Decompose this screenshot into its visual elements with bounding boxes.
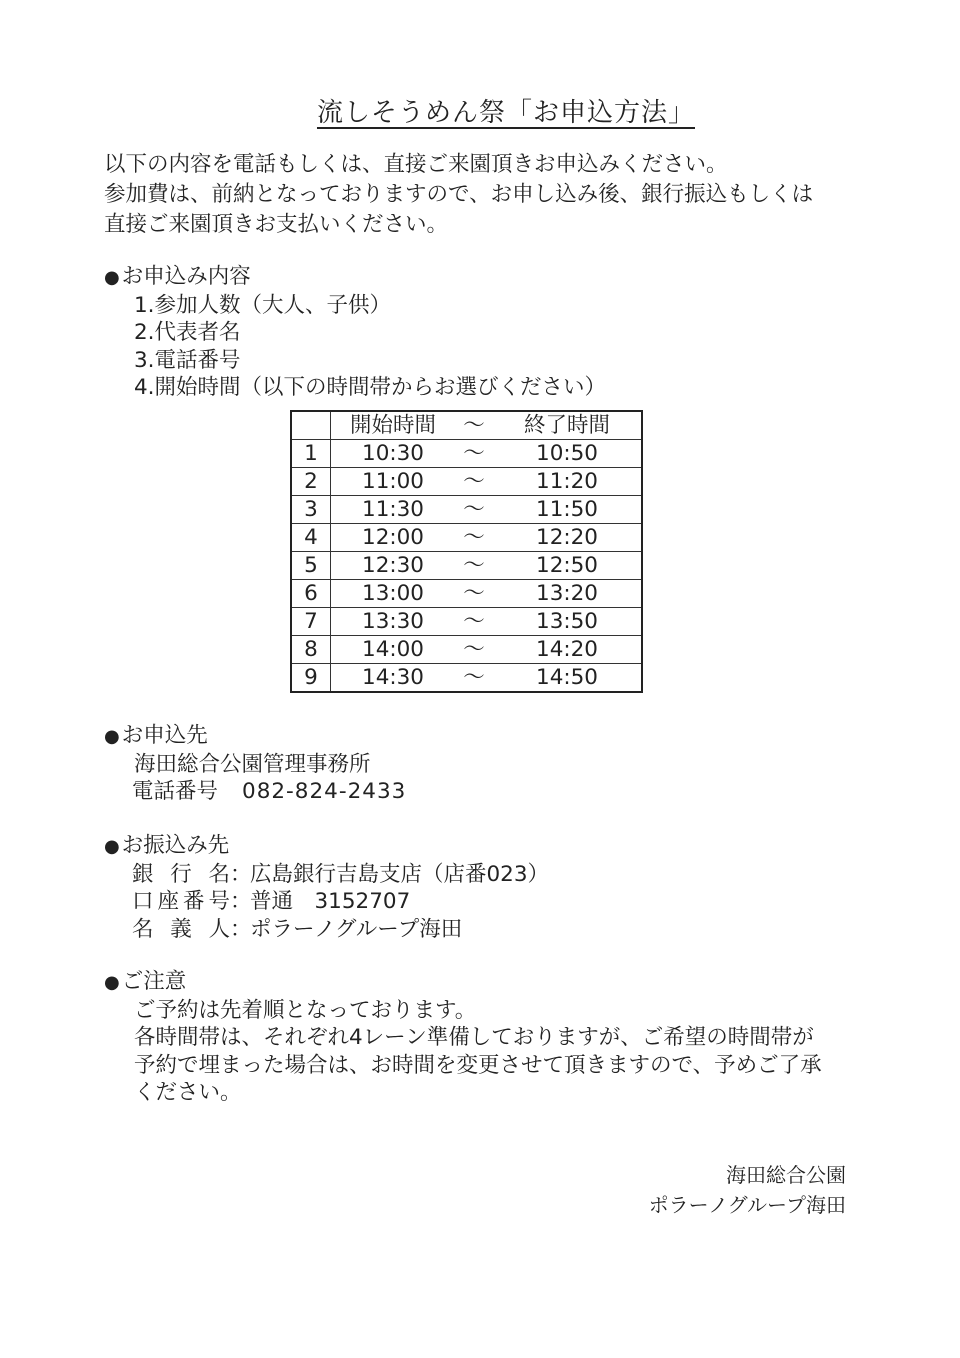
cell-separator: ～ xyxy=(455,496,493,524)
header-cell-end: 終了時間 xyxy=(493,411,642,440)
section-heading xyxy=(104,968,822,997)
cell-separator: ～ xyxy=(455,664,493,693)
table-header-row xyxy=(291,411,642,440)
cell-number: 8 xyxy=(291,636,331,664)
header-cell-number xyxy=(291,411,331,440)
cell-separator: ～ xyxy=(455,608,493,636)
table-row xyxy=(291,608,642,636)
page-title xyxy=(0,92,960,129)
table-row xyxy=(291,440,642,468)
cell-end-time: 14:20 xyxy=(493,636,642,664)
bank-info-value: 普通 3152707 xyxy=(250,889,411,914)
note-line: 予約で埋まった場合は、お時間を変更させて頂きますので、予めご了承 xyxy=(134,1052,822,1078)
signature-line: 海田総合公園 xyxy=(726,1163,846,1187)
section-contact xyxy=(104,722,406,806)
list-item: 3.電話番号 xyxy=(134,347,241,373)
note-line: 各時間帯は、それぞれ4レーン準備しておりますが、ご希望の時間帯が xyxy=(134,1025,814,1050)
header-cell-start: 開始時間 xyxy=(331,411,456,440)
section-heading-text: ご注意 xyxy=(121,969,187,994)
time-slot-table xyxy=(290,410,643,693)
bank-info-colon: ： xyxy=(230,861,252,887)
cell-number: 6 xyxy=(291,580,331,608)
header-cell-separator: ～ xyxy=(455,411,493,440)
bank-info-value: ポラーノグループ海田 xyxy=(250,916,463,942)
section-application-details xyxy=(104,263,606,402)
table-row xyxy=(291,468,642,496)
section-heading-text: お申込み内容 xyxy=(121,264,251,289)
bank-info-label: 銀行名 xyxy=(132,861,230,887)
cell-number: 1 xyxy=(291,440,331,468)
cell-start-time: 11:30 xyxy=(331,496,456,524)
list-item: 4.開始時間（以下の時間帯からお選びください） xyxy=(134,375,607,400)
section-heading xyxy=(104,832,549,861)
list-item: 2.代表者名 xyxy=(134,320,241,345)
cell-end-time: 11:50 xyxy=(493,496,642,524)
note-line: ください。 xyxy=(134,1080,242,1105)
bank-info-row xyxy=(104,888,549,916)
cell-end-time: 13:50 xyxy=(493,608,642,636)
cell-number: 3 xyxy=(291,496,331,524)
section-notes xyxy=(104,968,822,1107)
cell-number: 4 xyxy=(291,524,331,552)
section-heading-text: お振込み先 xyxy=(121,833,230,858)
table-row xyxy=(291,524,642,552)
office-name: 海田総合公園管理事務所 xyxy=(134,751,371,777)
intro-paragraph xyxy=(104,150,813,240)
cell-number: 2 xyxy=(291,468,331,496)
table-row xyxy=(291,580,642,608)
cell-start-time: 10:30 xyxy=(331,440,456,468)
section-heading xyxy=(104,263,606,292)
bullet-icon: ● xyxy=(104,836,120,857)
table-row xyxy=(291,552,642,580)
cell-number: 5 xyxy=(291,552,331,580)
cell-end-time: 12:20 xyxy=(493,524,642,552)
bullet-icon: ● xyxy=(104,972,120,993)
cell-start-time: 14:30 xyxy=(331,664,456,693)
cell-start-time: 13:00 xyxy=(331,580,456,608)
cell-separator: ～ xyxy=(455,440,493,468)
bank-info-row xyxy=(104,916,549,944)
list-item: 1.参加人数（大人、子供） xyxy=(134,292,392,318)
bank-info-colon: ： xyxy=(230,889,252,914)
signature-block xyxy=(649,1160,846,1220)
cell-separator: ～ xyxy=(455,552,493,580)
cell-end-time: 10:50 xyxy=(493,440,642,468)
bank-info-label: 名義人 xyxy=(132,916,230,942)
bank-info-value: 広島銀行吉島支店（店番023） xyxy=(250,861,550,887)
cell-number: 7 xyxy=(291,608,331,636)
phone-row xyxy=(104,778,406,806)
page-title-text: 流しそうめん祭「お申込方法」 xyxy=(316,98,695,128)
phone-number: 082-824-2433 xyxy=(242,779,407,804)
cell-separator: ～ xyxy=(455,636,493,664)
section-bank-transfer xyxy=(104,832,549,943)
cell-number: 9 xyxy=(291,664,331,693)
bank-info-colon: ： xyxy=(230,916,252,942)
cell-end-time: 13:20 xyxy=(493,580,642,608)
cell-separator: ～ xyxy=(455,468,493,496)
cell-end-time: 12:50 xyxy=(493,552,642,580)
cell-separator: ～ xyxy=(455,580,493,608)
bullet-icon: ● xyxy=(104,267,120,288)
cell-start-time: 12:00 xyxy=(331,524,456,552)
cell-start-time: 11:00 xyxy=(331,468,456,496)
cell-separator: ～ xyxy=(455,524,493,552)
cell-end-time: 14:50 xyxy=(493,664,642,693)
table-row xyxy=(291,664,642,693)
bank-info-row xyxy=(104,861,549,889)
cell-start-time: 14:00 xyxy=(331,636,456,664)
intro-line: 以下の内容を電話もしくは、直接ご来園頂きお申込みください。 xyxy=(104,152,728,177)
table-row xyxy=(291,496,642,524)
phone-label: 電話番号 xyxy=(132,779,219,804)
section-heading xyxy=(104,722,406,751)
bullet-icon: ● xyxy=(104,726,120,747)
intro-line: 参加費は、前納となっておりますので、お申し込み後、銀行振込もしくは xyxy=(104,182,814,207)
intro-line: 直接ご来園頂きお支払いください。 xyxy=(104,212,449,237)
section-heading-text: お申込先 xyxy=(121,723,208,748)
table-row xyxy=(291,636,642,664)
cell-start-time: 12:30 xyxy=(331,552,456,580)
cell-start-time: 13:30 xyxy=(331,608,456,636)
note-line: ご予約は先着順となっております。 xyxy=(134,997,477,1023)
signature-line: ポラーノグループ海田 xyxy=(648,1193,846,1217)
cell-end-time: 11:20 xyxy=(493,468,642,496)
bank-info-label: 口座番号 xyxy=(132,889,230,914)
